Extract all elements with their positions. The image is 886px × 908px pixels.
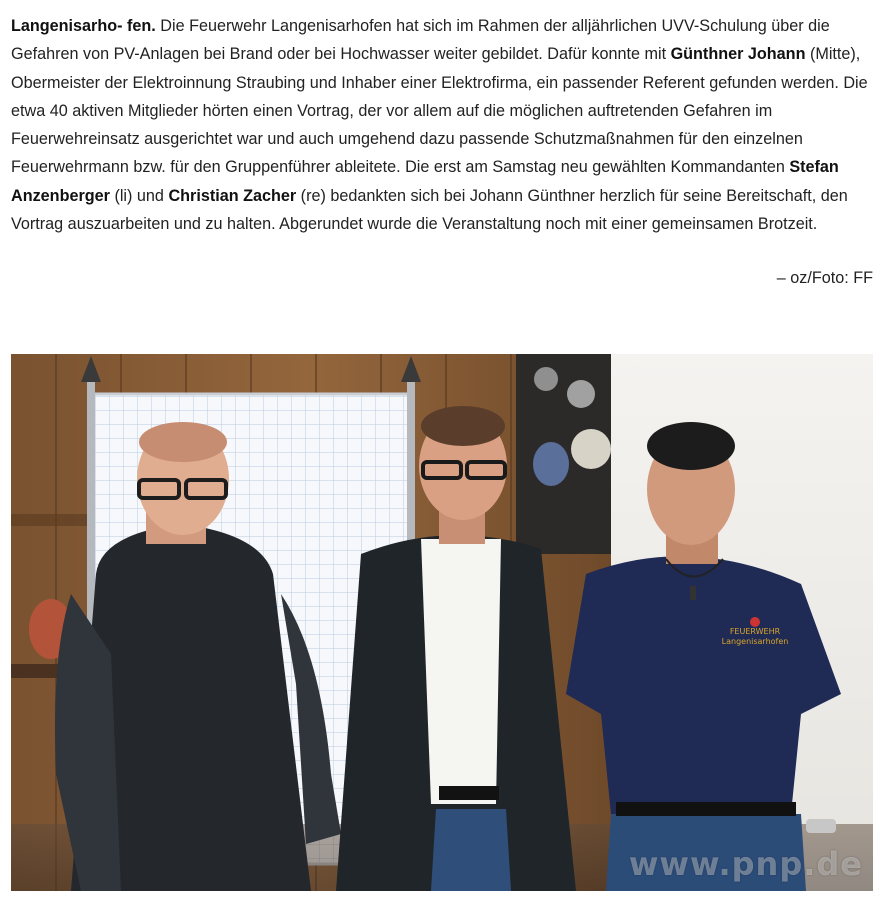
person-name: Günthner Johann bbox=[670, 45, 806, 64]
shirt-print-text: FEUERWEHR bbox=[729, 627, 781, 636]
article-paragraph-part: (li) und bbox=[109, 186, 169, 205]
article-paragraph-part: Die Feuerwehr Langenisarhofen hat sich im Rahmen der alljährlichen UVV-Schulung über die Gefahren von PV-Anlagen bei Brand oder bei Hochwasser weiter gebildet. Dafür konnte mit bbox=[11, 17, 830, 64]
photo-watermark: www.pnp.de bbox=[628, 845, 863, 883]
shirt-print-text: Langenisarhofen bbox=[721, 637, 789, 646]
fire-brigade-emblem-icon bbox=[750, 617, 760, 627]
photo-illustration bbox=[11, 354, 873, 891]
article-paragraph-part: (Mitte), Obermeister der Elektroinnung Straubing und Inhaber einer Elektrofirma, ein passender Referent gefunden werden. Die etwa 40 aktiven Mitglieder hörten einen Vortrag, der vor allem auf die möglichen auftretenden Gefahren im Feuerwehreinsatz ausgerichtet war und auch umgehend dazu passende Schutzmaßnahmen für den einzelnen Feuerwehrmann bzw. für den Gruppenführer ableitete. Die erst am Samstag neu gewählten Kommandanten bbox=[11, 45, 868, 177]
photo-credit: – oz/Foto: FF bbox=[776, 269, 873, 287]
article-lead: Langenisarho- fen. bbox=[11, 17, 156, 35]
article-paragraph-part: (re) bedankten sich bei Johann Günthner herzlich für seine Bereitschaft, den Vortrag auszuarbeiten und zu halten. Abgerundet wurde die Veranstaltung noch mit einer gemeinsamen Brotzeit. bbox=[11, 186, 848, 234]
person-name: Christian Zacher bbox=[168, 186, 297, 205]
article-text bbox=[11, 12, 873, 238]
article-photo bbox=[11, 354, 873, 891]
person-name: Stefan Anzenberger bbox=[11, 158, 839, 205]
